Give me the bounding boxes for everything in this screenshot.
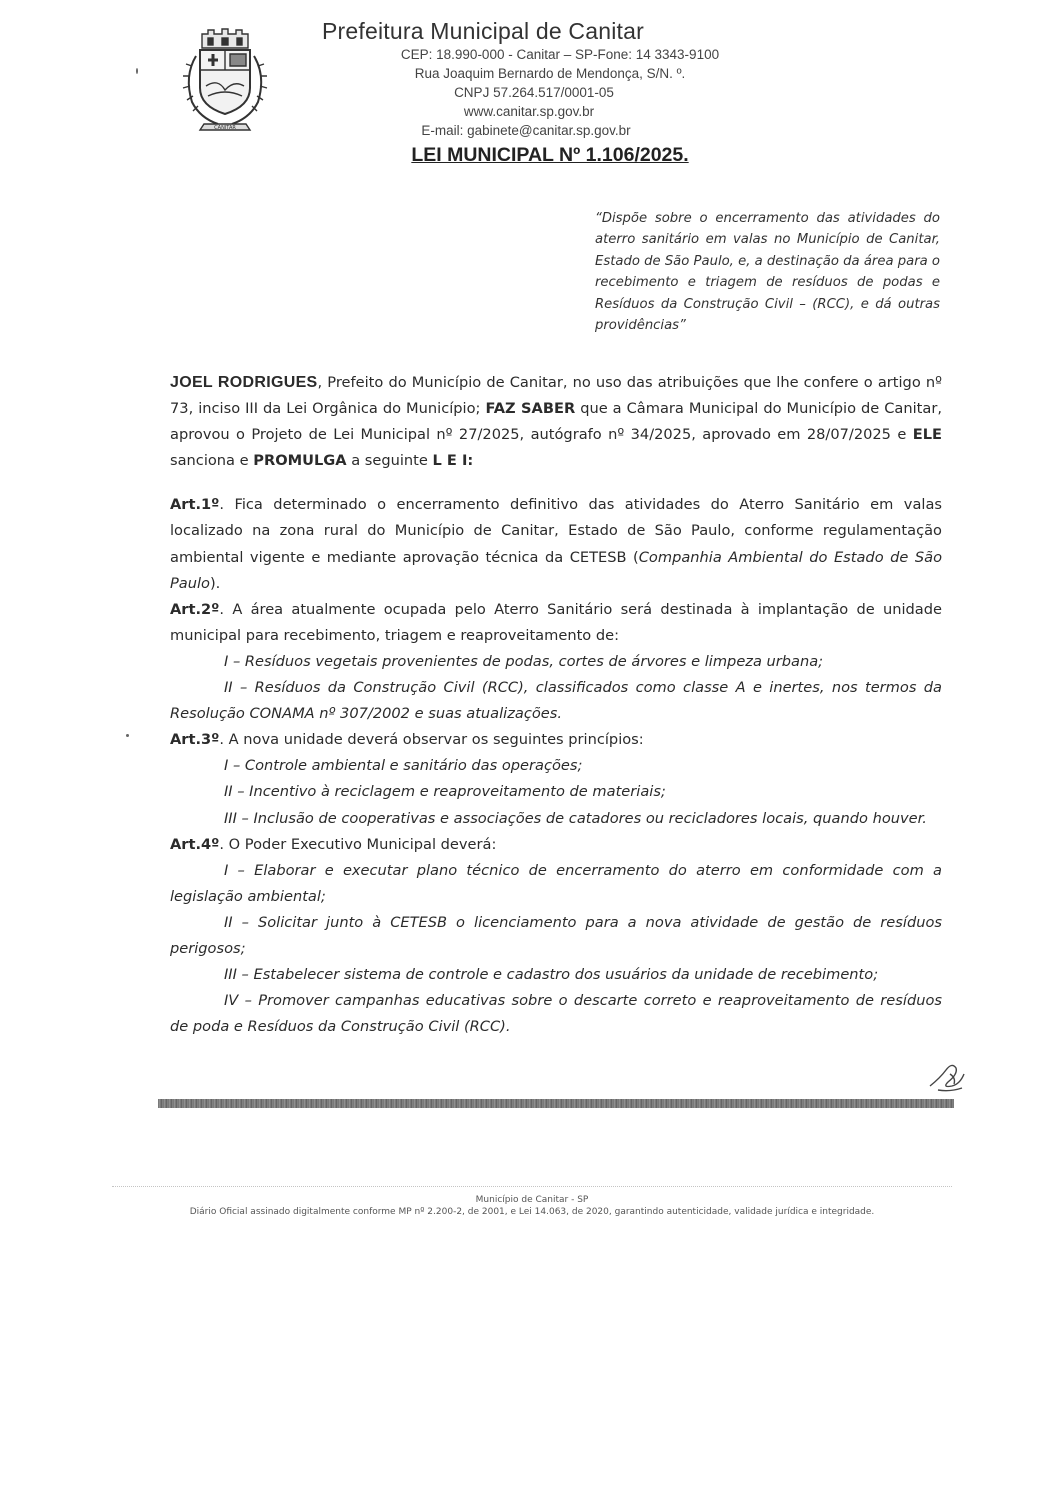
promulga: PROMULGA — [253, 452, 347, 470]
faz-saber: FAZ SABER — [485, 400, 576, 418]
article-4 — [170, 832, 942, 858]
municipal-coat-of-arms-icon — [178, 26, 272, 136]
address-street: Rua Joaquim Bernardo de Mendonça, S/N. º. — [414, 66, 686, 81]
municipality-name: Prefeitura Municipal de Canitar — [322, 18, 644, 44]
article-1-end: ). — [209, 574, 221, 592]
article-4-item-1: I – Elaborar e executar plano técnico de encerramento do aterro em conformidade com a legislação ambiental; — [170, 861, 942, 905]
article-1-label: Art.1º — [170, 496, 220, 514]
article-3-item-2: II – Incentivo à reciclagem e reaproveitamento de materiais; — [224, 783, 666, 801]
page-divider-bar — [158, 1099, 954, 1108]
intro-text-3: sanciona e — [170, 452, 254, 470]
article-2-item-1: I – Resíduos vegetais provenientes de podas, cortes de árvores e limpeza urbana; — [224, 652, 824, 670]
footer-municipality: Município de Canitar - SP — [475, 1195, 589, 1205]
ementa: “Dispõe sobre o encerramento das atividades do aterro sanitário em valas no Município de Canitar, Estado de São Paulo, e, a destinação da área para o recebimento e triagem de resíduos de podas e Resíduos da Construção Civil – (RCC), e dá outras providências” — [595, 211, 940, 334]
scan-speck — [136, 68, 138, 74]
cnpj: CNPJ 57.264.517/0001-05 — [454, 85, 614, 100]
address-cep-phone: CEP: 18.990-000 - Canitar – SP-Fone: 14 3343-9100 — [400, 47, 720, 62]
article-2 — [170, 597, 942, 649]
crest-banner-text: CANITAR — [214, 125, 236, 131]
article-2-text: . A área atualmente ocupada pelo Aterro Sanitário será destinada à implantação de unidade municipal para recebimento, triagem e reaproveitamento de: — [170, 600, 942, 644]
article-3-item-1: I – Controle ambiental e sanitário das operações; — [224, 757, 583, 775]
enactment-paragraph — [170, 370, 942, 474]
intro-text-4: a seguinte — [346, 452, 433, 470]
footer-divider — [112, 1186, 952, 1187]
signature-initials-icon — [926, 1060, 970, 1096]
article-1-italic: Companhia Ambiental do Estado de São Paulo — [170, 548, 943, 592]
lei: L E I: — [432, 452, 474, 470]
article-4-item-2: II – Solicitar junto à CETESB o licenciamento para a nova atividade de gestão de resíduos perigosos; — [170, 913, 942, 957]
article-3-label: Art.3º — [170, 731, 220, 749]
footer-digital-signature-note: Diário Oficial assinado digitalmente conforme MP nº 2.200-2, de 2001, e Lei 14.063, de 2020, garantindo autenticidade, validade jurídica e integridade. — [189, 1207, 875, 1217]
ele: ELE — [912, 426, 942, 444]
article-1-text: . Fica determinado o encerramento definitivo das atividades do Aterro Sanitário em valas localizado na zona rural do Município de Canitar, Estado de São Paulo, conforme regulamentação ambiental vigente e mediante aprovação técnica da CETESB ( — [170, 496, 942, 566]
article-4-item-3: III – Estabelecer sistema de controle e cadastro dos usuários da unidade de recebimento; — [224, 966, 879, 984]
intro-text-1: , Prefeito do Município de Canitar, no uso das atribuições que lhe confere o artigo nº 73, inciso III da Lei Orgânica do Município; — [170, 374, 942, 418]
letterhead — [300, 18, 750, 140]
article-1 — [170, 492, 942, 596]
article-3-text: . A nova unidade deverá observar os seguintes princípios: — [219, 731, 644, 749]
article-2-item-2: II – Resíduos da Construção Civil (RCC), classificados como classe A e inertes, nos termos da Resolução CONAMA nº 307/2002 e suas atualizações. — [170, 679, 942, 723]
intro-text-2: que a Câmara Municipal do Município de Canitar, aprovou o Projeto de Lei Municipal nº 27/2025, autógrafo nº 34/2025, aprovado em 28/07/2025 e — [170, 400, 942, 444]
article-3-item-3: III – Inclusão de cooperativas e associações de catadores ou recicladores locais, quando houver. — [224, 809, 927, 827]
article-2-label: Art.2º — [170, 600, 220, 618]
article-4-text: . O Poder Executivo Municipal deverá: — [219, 835, 497, 853]
law-body — [170, 370, 942, 1040]
email: E-mail: gabinete@canitar.sp.gov.br — [421, 123, 631, 138]
mayor-name: JOEL RODRIGUES — [170, 374, 318, 391]
article-3 — [170, 727, 942, 753]
law-title: LEI MUNICIPAL Nº 1.106/2025. — [411, 144, 689, 166]
article-4-item-4: IV – Promover campanhas educativas sobre o descarte correto e reaproveitamento de resíduos de poda e Resíduos da Construção Civil (RCC). — [170, 992, 942, 1036]
scan-speck — [126, 734, 129, 737]
website: www.canitar.sp.gov.br — [463, 104, 595, 119]
article-4-label: Art.4º — [170, 835, 220, 853]
